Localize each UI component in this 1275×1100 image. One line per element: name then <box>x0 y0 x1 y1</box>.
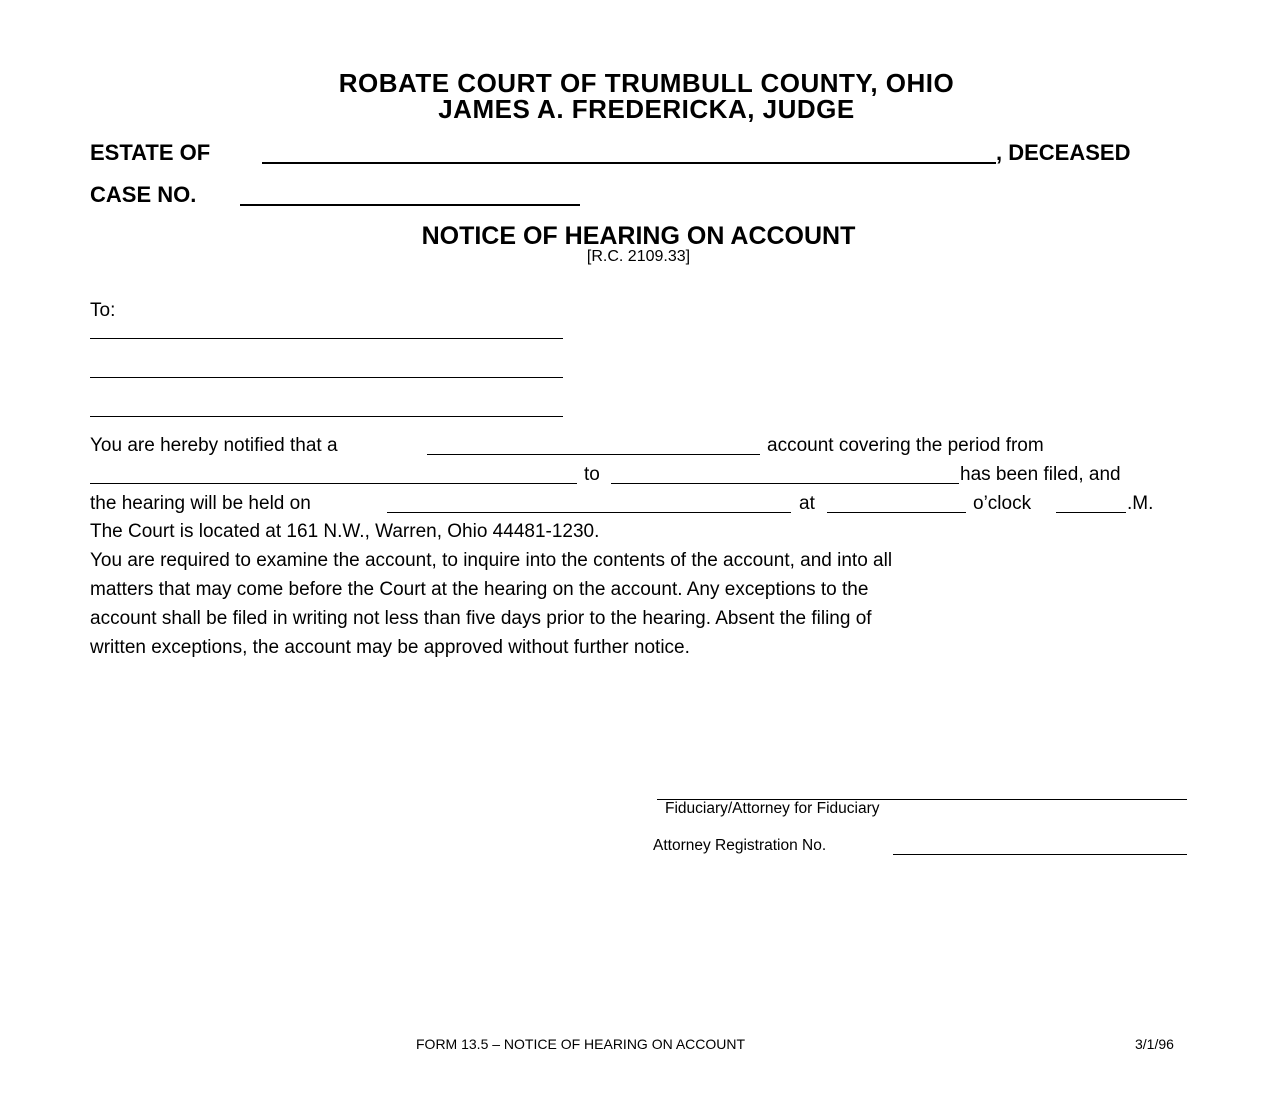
recipient-line-1[interactable] <box>90 318 563 339</box>
signature-line[interactable] <box>657 779 1187 800</box>
form-title: NOTICE OF HEARING ON ACCOUNT <box>421 222 856 250</box>
notice-text-1b: account covering the period from <box>767 435 1044 456</box>
signature-label: Fiduciary/Attorney for Fiduciary <box>665 800 880 817</box>
court-name: ROBATE COURT OF TRUMBULL COUNTY, OHIO <box>338 68 955 98</box>
recipient-line-3[interactable] <box>90 396 563 417</box>
estate-label: ESTATE OF <box>90 140 211 165</box>
account-type-field[interactable] <box>427 434 760 455</box>
notice-text-1a: You are hereby notified that a <box>90 435 338 456</box>
notice-text-3d: .M. <box>1127 493 1154 514</box>
deceased-suffix: , DECEASED <box>996 140 1131 165</box>
notice-paragraph-line-2: matters that may come before the Court at the hearing on the account. Any exceptions to the <box>90 579 869 600</box>
hearing-date-field[interactable] <box>387 492 791 513</box>
to-label: To: <box>90 300 116 321</box>
footer-form-name: FORM 13.5 – NOTICE OF HEARING ON ACCOUNT <box>416 1036 746 1052</box>
hearing-time-field[interactable] <box>827 492 966 513</box>
statute-reference: [R.C. 2109.33] <box>586 248 691 265</box>
footer-date: 3/1/96 <box>1135 1036 1174 1052</box>
notice-paragraph-line-3: account shall be filed in writing not less than five days prior to the hearing. Absent the filing of <box>90 608 872 629</box>
registration-number-field[interactable] <box>893 834 1187 855</box>
notice-paragraph-line-4: written exceptions, the account may be approved without further notice. <box>90 637 690 658</box>
case-label: CASE NO. <box>90 182 197 207</box>
registration-label: Attorney Registration No. <box>653 837 827 854</box>
am-pm-field[interactable] <box>1056 492 1126 513</box>
notice-text-3c: o’clock <box>973 493 1032 514</box>
notice-paragraph-line-1: You are required to examine the account, to inquire into the contents of the account, and into all <box>90 550 893 571</box>
case-number-field[interactable] <box>240 178 580 206</box>
recipient-line-2[interactable] <box>90 357 563 378</box>
notice-text-2b: has been filed, and <box>960 464 1121 485</box>
court-location: The Court is located at 161 N.W., Warren, Ohio 44481-1230. <box>90 521 600 542</box>
notice-text-3b: at <box>799 493 815 514</box>
notice-text-3a: the hearing will be held on <box>90 493 311 514</box>
notice-text-2a: to <box>584 464 600 485</box>
judge-name: JAMES A. FREDERICKA, JUDGE <box>438 94 855 124</box>
period-to-field[interactable] <box>611 463 959 484</box>
period-from-field[interactable] <box>90 463 577 484</box>
estate-name-field[interactable] <box>262 136 996 164</box>
